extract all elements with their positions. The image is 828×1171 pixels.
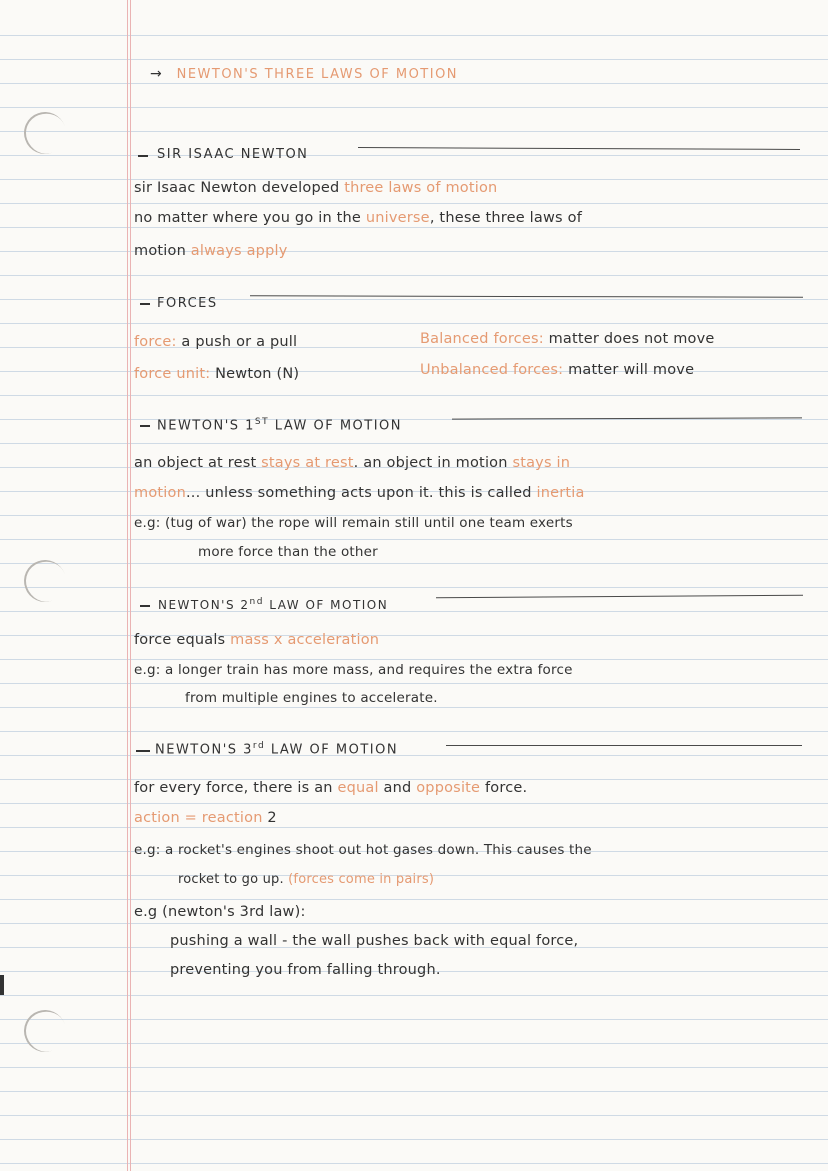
heading-rule — [436, 595, 803, 599]
heading-dash — [140, 605, 150, 607]
heading-rule — [452, 417, 802, 419]
text-line: more force than the other — [198, 544, 378, 560]
text-line: motion always apply — [134, 243, 288, 259]
margin-line — [130, 0, 131, 1171]
text-line: pushing a wall - the wall pushes back with equal force, — [170, 933, 579, 949]
section-heading-law2: NEWTON'S 2nd LAW OF MOTION — [158, 597, 389, 612]
heading-dash — [140, 425, 150, 427]
heading-rule — [358, 147, 800, 150]
binder-hole — [18, 554, 72, 608]
text-line: rocket to go up. (forces come in pairs) — [178, 872, 435, 887]
text-line: for every force, there is an equal and opposite force. — [134, 780, 528, 796]
arrow-icon: → — [150, 66, 162, 82]
heading-rule — [250, 295, 803, 297]
section-heading-newton: SIR ISAAC NEWTON — [157, 147, 309, 162]
heading-dash — [136, 750, 150, 752]
text-line: e.g: a rocket's engines shoot out hot gases down. This causes the — [134, 842, 592, 858]
text-line: e.g: (tug of war) the rope will remain still until one team exerts — [134, 515, 573, 531]
binder-hole — [18, 106, 72, 160]
text-line: e.g: a longer train has more mass, and requires the extra force — [134, 662, 573, 678]
text-line: sir Isaac Newton developed three laws of motion — [134, 180, 498, 196]
text-line: force equals mass x acceleration — [134, 632, 380, 648]
text-line: an object at rest stays at rest. an object in motion stays in — [134, 455, 571, 471]
text-line: action = reaction 2 — [134, 810, 277, 826]
text-line: motion... unless something acts upon it. this is called inertia — [134, 485, 585, 501]
text-line: force unit: Newton (N) — [134, 366, 300, 382]
text-line: force: a push or a pull — [134, 334, 298, 350]
text-line: from multiple engines to accelerate. — [185, 690, 438, 706]
heading-dash — [140, 303, 150, 305]
text-line: Unbalanced forces: matter will move — [420, 362, 695, 378]
section-heading-law1: NEWTON'S 1ST LAW OF MOTION — [157, 417, 403, 434]
binder-hole — [18, 1004, 72, 1058]
text-line: no matter where you go in the universe, these three laws of — [134, 210, 582, 226]
margin-line — [127, 0, 128, 1171]
heading-rule — [446, 745, 802, 746]
section-heading-forces: FORCES — [157, 296, 218, 311]
text-line: preventing you from falling through. — [170, 962, 441, 978]
text-line: Balanced forces: matter does not move — [420, 331, 715, 347]
page-title: → NEWTON'S THREE LAWS OF MOTION — [150, 66, 459, 82]
text-line: e.g (newton's 3rd law): — [134, 904, 306, 920]
section-heading-law3: NEWTON'S 3rd LAW OF MOTION — [155, 741, 399, 758]
page-edge-mark — [0, 975, 4, 995]
heading-dash — [138, 155, 148, 157]
